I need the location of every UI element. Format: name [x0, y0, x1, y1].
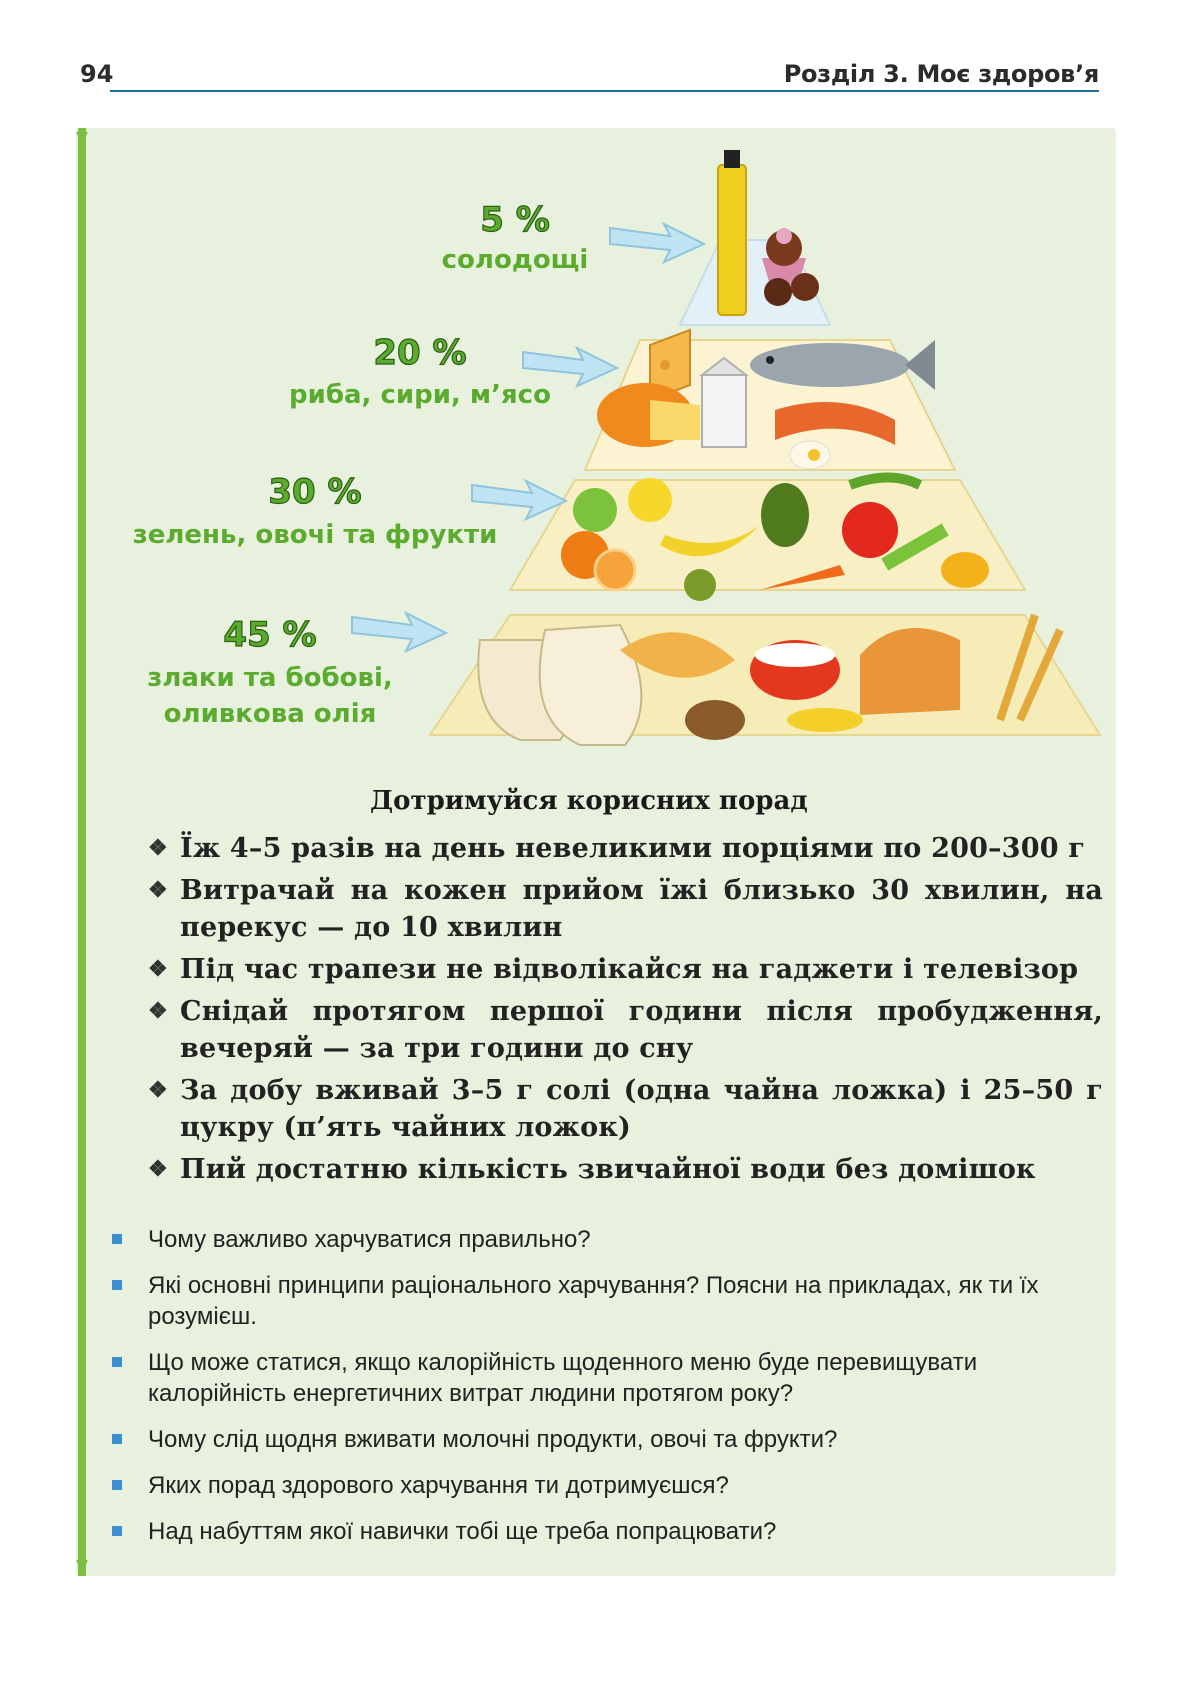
- pepper-icon: [941, 552, 989, 588]
- tier-sweets-percent: 5 %: [480, 200, 550, 240]
- square-bullet-icon: [112, 1526, 122, 1536]
- corn-icon: [787, 708, 863, 732]
- tips-title: Дотримуйся корисних порад: [370, 786, 808, 816]
- lemon-icon: [628, 478, 672, 522]
- tomato-icon: [842, 502, 898, 558]
- cupcake-icon: [762, 228, 819, 306]
- grain-sacks-icon: [478, 625, 641, 745]
- diamond-bullet-icon: ❖: [148, 877, 168, 903]
- question-item: [108, 1224, 1098, 1255]
- tier-arrow-base-icon: [352, 613, 446, 651]
- potato-icon: [685, 700, 745, 740]
- diamond-bullet-icon: ❖: [148, 998, 168, 1024]
- question-item: [108, 1347, 1098, 1409]
- tier-vegetables-label: зелень, овочі та фрукти: [132, 520, 498, 550]
- page-number: 94: [80, 60, 114, 88]
- tier-vegetables-percent: 30 %: [268, 472, 362, 512]
- tier-base-percent: 45 %: [223, 615, 317, 655]
- oil-bottle-icon: [718, 150, 746, 315]
- tip-item: [148, 951, 1103, 988]
- tier-sweets-label: солодощі: [441, 245, 589, 275]
- square-bullet-icon: [112, 1480, 122, 1490]
- square-bullet-icon: [112, 1234, 122, 1244]
- tip-text: Витрачай на кожен прийом їжі близько 30 хвилин, на перекус — до 10 хвилин: [180, 875, 1103, 943]
- square-bullet-icon: [112, 1434, 122, 1444]
- avocado-icon: [761, 483, 809, 547]
- tips-list: [148, 830, 1103, 1193]
- square-bullet-icon: [112, 1357, 122, 1367]
- milk-carton-icon: [702, 358, 746, 447]
- tier-base-label-line1: злаки та бобові,: [147, 663, 393, 693]
- orange-slice-icon: [595, 550, 635, 590]
- tip-text: Під час трапези не відволікайся на гаджети і телевізор: [180, 954, 1079, 985]
- section-title: Розділ 3. Моє здоров’я: [783, 60, 1099, 88]
- question-text: Чому слід щодня вживати молочні продукти, овочі та фрукти?: [148, 1426, 838, 1453]
- question-text: Що може статися, якщо калорійність щоденного меню буде перевищувати калорійність енергетичних витрат людини протягом року?: [148, 1349, 978, 1407]
- tip-item: [148, 993, 1103, 1067]
- question-item: [108, 1424, 1098, 1455]
- panel-bottom-arrow-icon: [76, 1560, 88, 1572]
- apple-icon: [573, 488, 617, 532]
- tip-text: Їж 4–5 разів на день невеликими порціями по 200–300 г: [180, 833, 1086, 864]
- question-item: [108, 1516, 1098, 1547]
- tip-item: [148, 830, 1103, 867]
- questions-list: [108, 1224, 1098, 1562]
- tier-arrow-sweets-icon: [610, 224, 704, 262]
- question-text: Яких порад здорового харчування ти дотримуєшся?: [148, 1472, 729, 1499]
- tip-text: За добу вживай 3–5 г солі (одна чайна ложка) і 25–50 г цукру (п’ять чайних ложок): [180, 1075, 1103, 1143]
- tip-item: [148, 872, 1103, 946]
- diamond-bullet-icon: ❖: [148, 835, 168, 861]
- tip-item: [148, 1151, 1103, 1188]
- question-text: Які основні принципи раціонального харчування? Поясни на прикладах, як ти їх розумієш.: [148, 1272, 1039, 1330]
- tier-arrow-vegetables-icon: [472, 481, 566, 519]
- diamond-bullet-icon: ❖: [148, 1077, 168, 1103]
- question-item: [108, 1270, 1098, 1332]
- diamond-bullet-icon: ❖: [148, 1156, 168, 1182]
- kiwi-icon: [684, 569, 716, 601]
- square-bullet-icon: [112, 1280, 122, 1290]
- tip-item: [148, 1072, 1103, 1146]
- question-text: Чому важливо харчуватися правильно?: [148, 1226, 591, 1253]
- question-item: [108, 1470, 1098, 1501]
- diamond-bullet-icon: ❖: [148, 956, 168, 982]
- tier-protein-percent: 20 %: [373, 333, 467, 373]
- tip-text: Снідай протягом першої години після пробудження, вечеряй — за три години до сну: [180, 996, 1103, 1064]
- food-pyramid-illustration: [0, 0, 1189, 760]
- egg-icon: [790, 441, 830, 469]
- question-text: Над набуттям якої навички тобі ще треба попрацювати?: [148, 1518, 777, 1545]
- tier-protein-label: риба, сири, м’ясо: [289, 380, 551, 410]
- tier-base-label-line2: оливкова олія: [163, 699, 377, 729]
- tip-text: Пий достатню кількість звичайної води без домішок: [180, 1154, 1036, 1185]
